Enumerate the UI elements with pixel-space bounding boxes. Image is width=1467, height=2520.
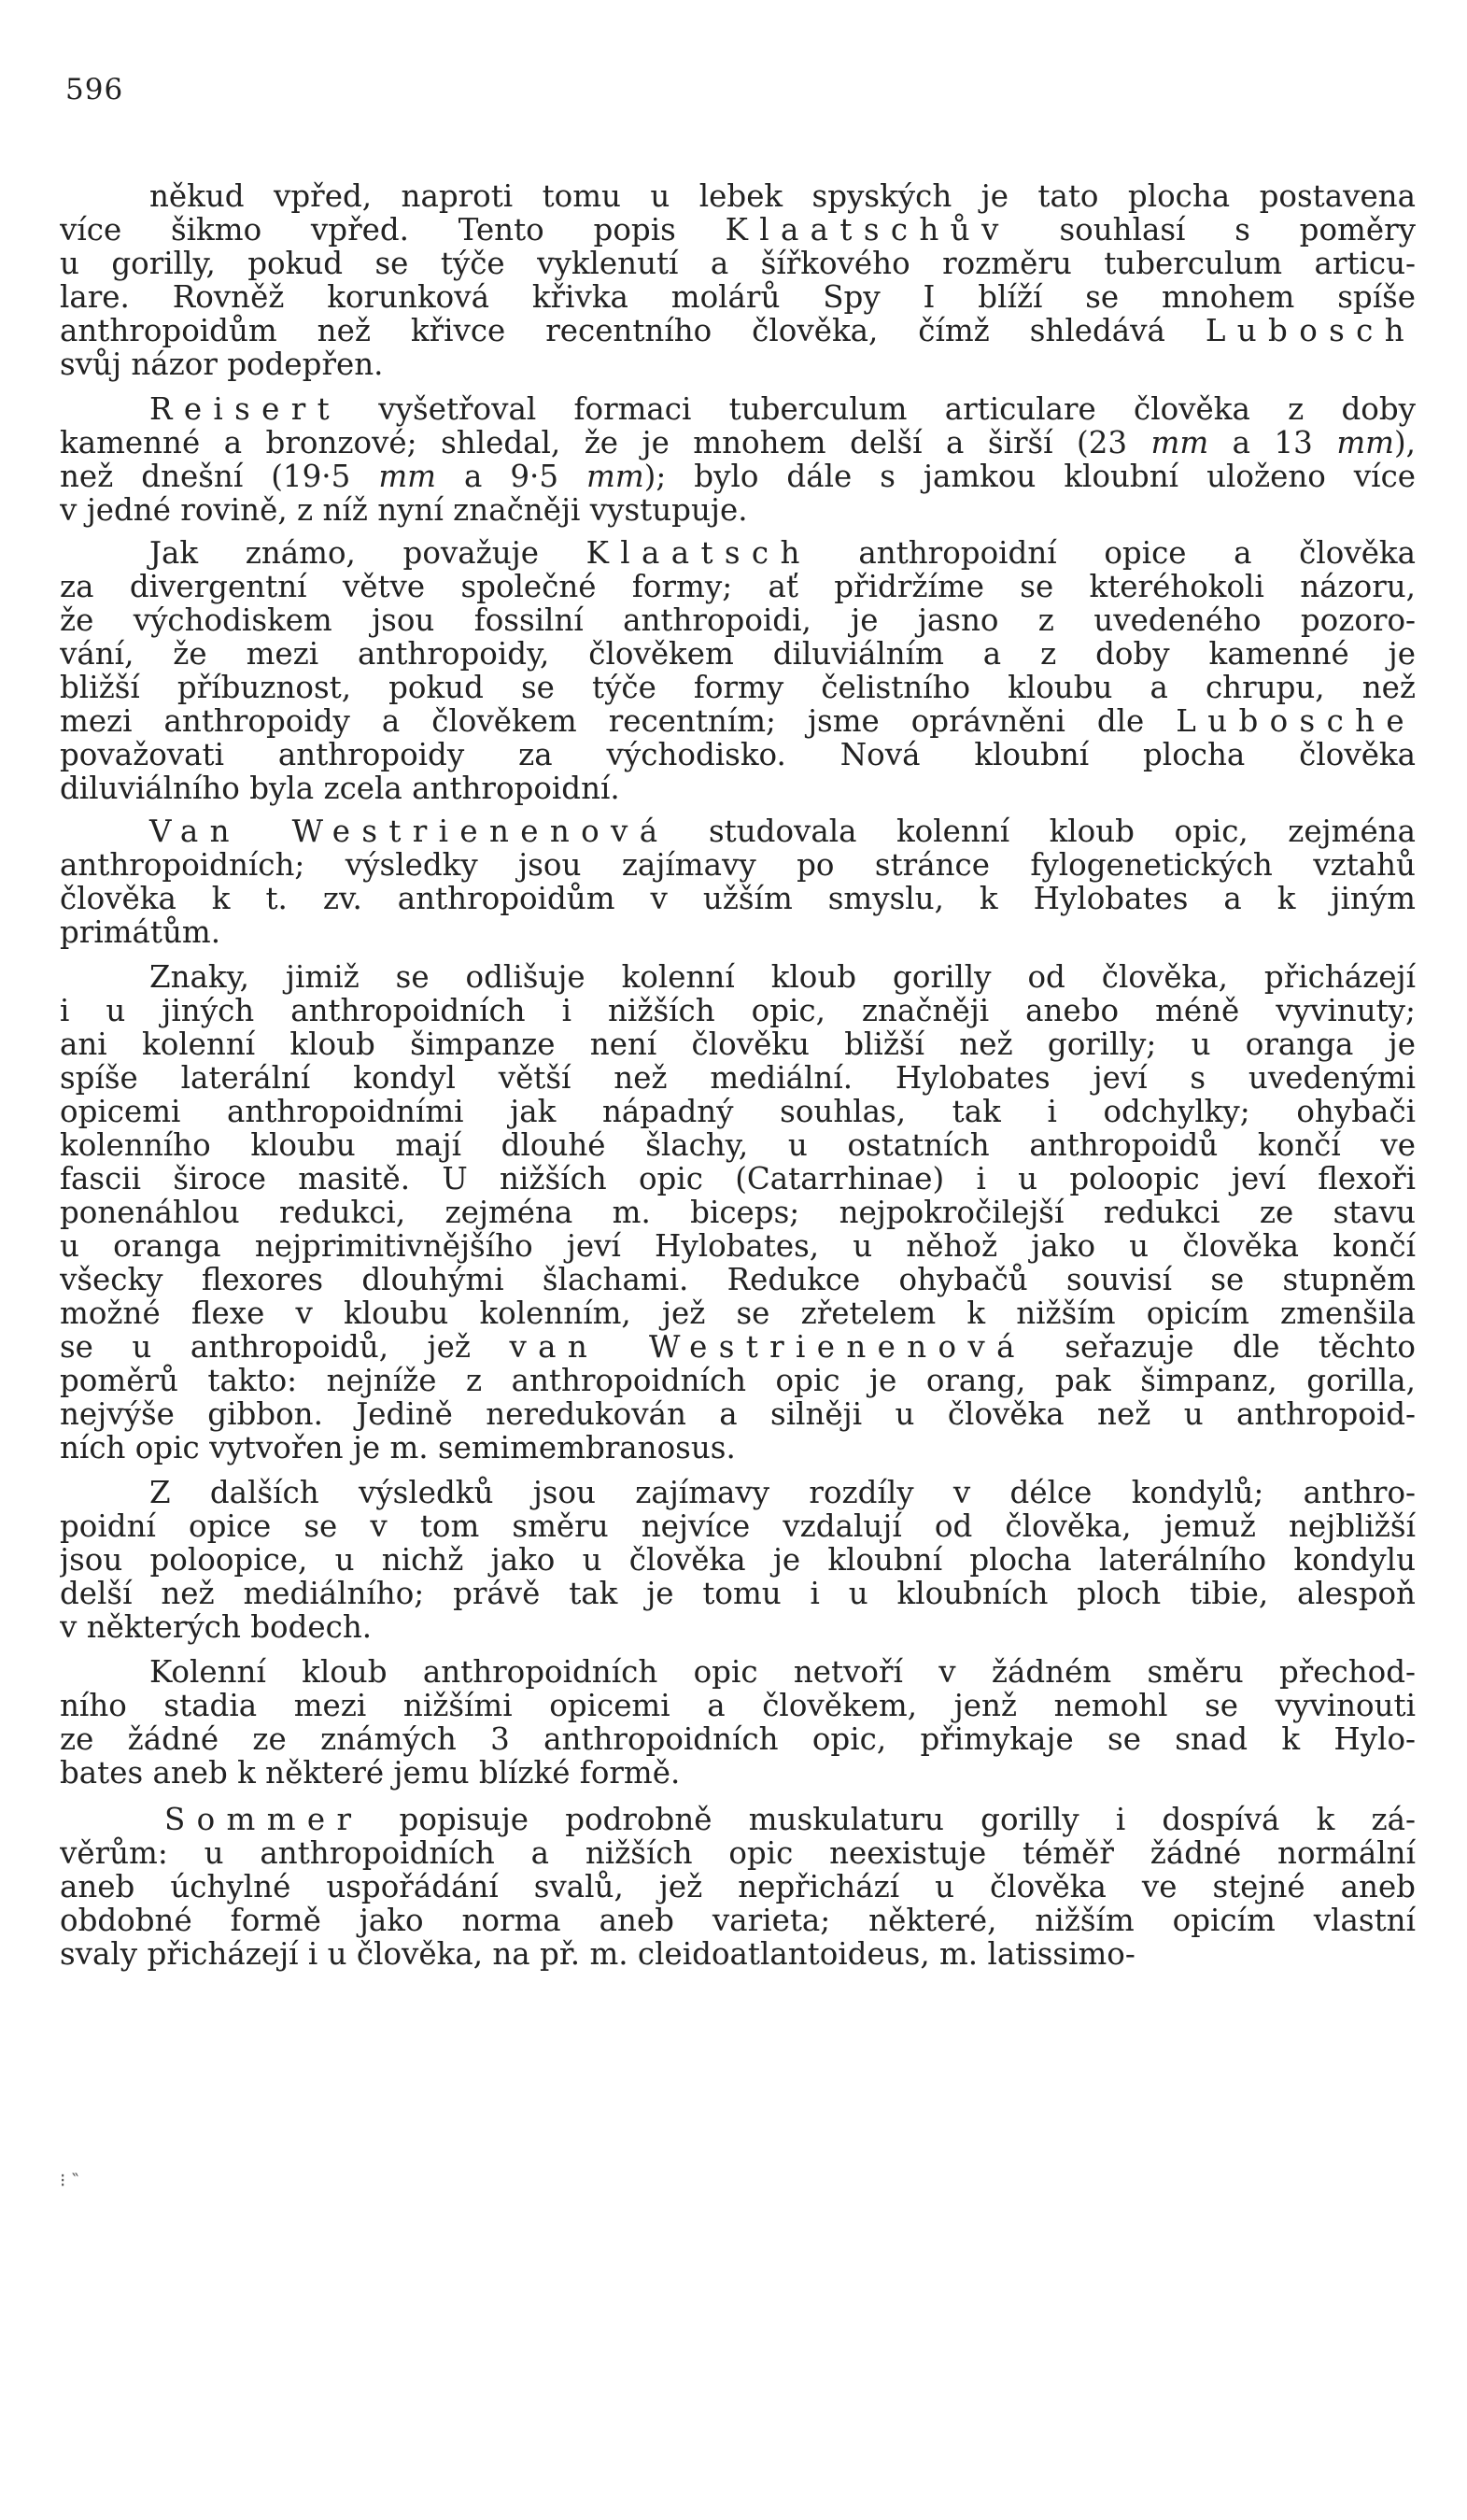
spaced-name: Reisert [149,391,342,427]
text-run: svaly přicházejí i u člověka, na př. m. cleidoatlantoideus, m. latissimo- [60,1936,1136,1972]
text-line [60,702,1416,740]
text-run: anthropoidům než křivce recentního člověka, čímž shledává [60,313,1206,348]
text-run: Jak známo, považuje [149,535,586,571]
text-run: a 9·5 [435,459,587,494]
text-run: lare. Rovněž korunková křivka molárů Spy I blíží se mnohem spíše [60,279,1416,315]
text-line [60,1720,1416,1758]
text-line [60,1194,1416,1231]
margin-mark: ⁝ ‶ [60,2169,79,2191]
unit-text: mm [1150,425,1209,460]
unit-text: mm [1336,425,1394,460]
text-line [60,1935,1416,1973]
text-line [60,1395,1416,1433]
unit-text: mm [586,459,644,494]
text-run: ponenáhlou redukci, zejména m. biceps; nejpokročilejší redukci ze stavu [60,1195,1416,1230]
text-run: se u anthropoidů, jež [60,1329,510,1365]
text-run: ních opic vytvořen je m. semimembranosus. [60,1430,736,1465]
text-line [60,568,1416,605]
text-line [60,669,1416,706]
text-run: opicemi anthropoidními jak nápadný souhlas, tak i odchylky; ohybači [60,1094,1416,1129]
text-run: poměrů takto: nejníže z anthropoidních opic je orang, pak šimpanz, gorilla, [60,1363,1416,1398]
text-line [60,458,1416,495]
text-line [60,1227,1416,1265]
text-run: diluviálního byla zcela anthropoidní. [60,771,620,806]
text-line [60,1093,1416,1130]
text-line [60,1362,1416,1399]
text-run: kamenné a bronzové; shledal, že je mnohem delší a širší (23 [60,425,1151,460]
text-run: Kolenní kloub anthropoidních opic netvoří v žádném směru přechod- [149,1654,1416,1690]
text-run: v některých bodech. [60,1609,373,1645]
text-line [60,1834,1416,1872]
text-line [60,177,1416,215]
text-line [60,1687,1416,1724]
text-run: spíše laterální kondyl větší než mediální. Hylobates jeví s uvedenými [60,1060,1416,1096]
text-line [60,1754,1416,1791]
text-line [60,913,1416,951]
text-run: vyšetřoval formaci tuberculum articulare člověka z doby [341,391,1416,427]
text-line [60,958,1416,996]
text-line [60,1328,1416,1366]
unit-text: mm [378,459,436,494]
text-run: svůj názor podepřen. [60,347,384,382]
text-line [60,390,1416,428]
spaced-name: Van Westrienenová [149,814,670,849]
text-run: u oranga nejprimitivnějšího jeví Hylobates, u něhož jako u člověka končí [60,1228,1416,1264]
text-line [60,880,1416,917]
text-line [60,278,1416,316]
text-line [60,1059,1416,1097]
text-line [60,1608,1416,1646]
text-run: jsou poloopice, u nichž jako u člověka je kloubní plocha laterálního kondylu [60,1542,1416,1578]
spaced-name: Lubosche [1176,703,1416,739]
spaced-name: Lubosch [1205,313,1416,348]
text-run: věrům: u anthropoidních a nižších opic neexistuje téměř žádné normální [60,1835,1416,1871]
text-run: více šikmo vpřed. Tento popis [60,212,726,248]
text-line [60,1026,1416,1063]
text-run: anthropoidní opice a člověka [811,535,1416,571]
text-line [60,813,1416,850]
text-line [60,245,1416,282]
text-run: Z dalších výsledků jsou zajímavy rozdíly v délce kondylů; anthro- [149,1475,1416,1510]
text-line [60,211,1416,248]
text-run: v jedné rovině, z níž nyní značněji vystupuje. [60,492,748,528]
text-run: souhlasí s poměry [1009,212,1416,248]
text-line [60,1295,1416,1332]
text-line [60,1868,1416,1905]
text-line [60,1429,1416,1466]
text-run: považovati anthropoidy za východisko. Nová kloubní plocha člověka [60,737,1416,772]
text-run: studovala kolenní kloub opic, zejména [669,814,1416,849]
text-run: anthropoidních; výsledky jsou zajímavy po stránce fylogenetických vztahů [60,847,1416,883]
text-run: aneb úchylné uspořádání svalů, jež nepřichází u člověka ve stejné aneb [60,1869,1416,1904]
text-run: vání, že mezi anthropoidy, člověkem diluviálním a z doby kamenné je [60,636,1416,672]
text-run: popisuje podrobně muskulaturu gorilly i dospívá k zá- [362,1802,1416,1837]
text-run: bližší příbuznost, pokud se týče formy čelistního kloubu a chrupu, než [60,670,1416,705]
text-run: ze žádné ze známých 3 anthropoidních opic, přimykaje se snad k Hylo- [60,1721,1416,1757]
text-run: možné flexe v kloubu kolenním, jež se zřetelem k nižším opicím zmenšila [60,1295,1416,1331]
text-line [60,534,1416,572]
text-line [60,1541,1416,1579]
text-run: a 13 [1208,425,1337,460]
text-run: Znaky, jimiž se odlišuje kolenní kloub gorilly od člověka, přicházejí [149,959,1416,995]
text-line [60,602,1416,639]
text-line [60,1126,1416,1164]
text-run: nejvýše gibbon. Jedině neredukován a silněji u člověka než u anthropoid- [60,1396,1416,1432]
text-run: někud vpřed, naproti tomu u lebek spyských je tato plocha postavena [149,178,1416,214]
text-run: i u jiných anthropoidních i nižších opic, značněji anebo méně vyvinuty; [60,993,1416,1028]
text-line [60,491,1416,529]
text-line [60,992,1416,1029]
text-line [60,1261,1416,1298]
text-line [60,736,1416,773]
spaced-name: Klaatschův [725,212,1010,248]
page-number: 596 [65,73,124,106]
text-run: poidní opice se v tom směru nejvíce vzdalují od člověka, jemuž nejbližší [60,1508,1416,1544]
text-line [60,1575,1416,1612]
spaced-name: Sommer [164,1802,363,1837]
text-run: fascii široce masitě. U nižších opic (Catarrhinae) i u poloopic jeví flexoři [60,1161,1416,1196]
spaced-name: Klaatsch [585,535,811,571]
text-run: mezi anthropoidy a člověkem recentním; jsme oprávněni dle [60,703,1177,739]
text-run: ); bylo dále s jamkou kloubní uloženo více [643,459,1416,494]
text-line [60,846,1416,884]
text-run: ani kolenní kloub šimpanze není člověku bližší než gorilly; u oranga je [60,1026,1416,1062]
text-line [60,1902,1416,1939]
text-run: ), [1393,425,1416,460]
text-run: primátům. [60,914,221,950]
text-line [60,346,1416,383]
spaced-name: van Westrienenová [509,1329,1026,1365]
text-line [60,1474,1416,1511]
text-line [60,1801,1416,1838]
text-run: bates aneb k některé jemu blízké formě. [60,1755,681,1791]
text-run: ního stadia mezi nižšími opicemi a člověkem, jenž nemohl se vyvinouti [60,1688,1416,1723]
text-line [60,312,1416,349]
text-run: u gorilly, pokud se týče vyklenutí a šířkového rozměru tuberculum articu- [60,246,1416,281]
text-line [60,1508,1416,1545]
text-line [60,424,1416,461]
text-run: delší než mediálního; právě tak je tomu i u kloubních ploch tibie, alespoň [60,1576,1416,1611]
text-line [60,635,1416,672]
text-run: seřazuje dle těchto [1025,1329,1416,1365]
text-run: než dnešní (19·5 [60,459,379,494]
text-run: obdobné formě jako norma aneb varieta; některé, nižším opicím vlastní [60,1903,1416,1938]
text-run: všecky flexores dlouhými šlachami. Redukce ohybačů souvisí se stupněm [60,1262,1416,1297]
text-run: kolenního kloubu mají dlouhé šlachy, u ostatních anthropoidů končí ve [60,1127,1416,1163]
text-line [60,1160,1416,1197]
text-run: člověka k t. zv. anthropoidům v užším smyslu, k Hylobates a k jiným [60,881,1416,916]
text-line [60,1653,1416,1691]
text-run: že východiskem jsou fossilní anthropoidi, je jasno z uvedeného pozoro- [60,602,1416,638]
text-line [60,770,1416,807]
text-run: za divergentní větve společné formy; ať přidržíme se kteréhokoli názoru, [60,569,1416,604]
